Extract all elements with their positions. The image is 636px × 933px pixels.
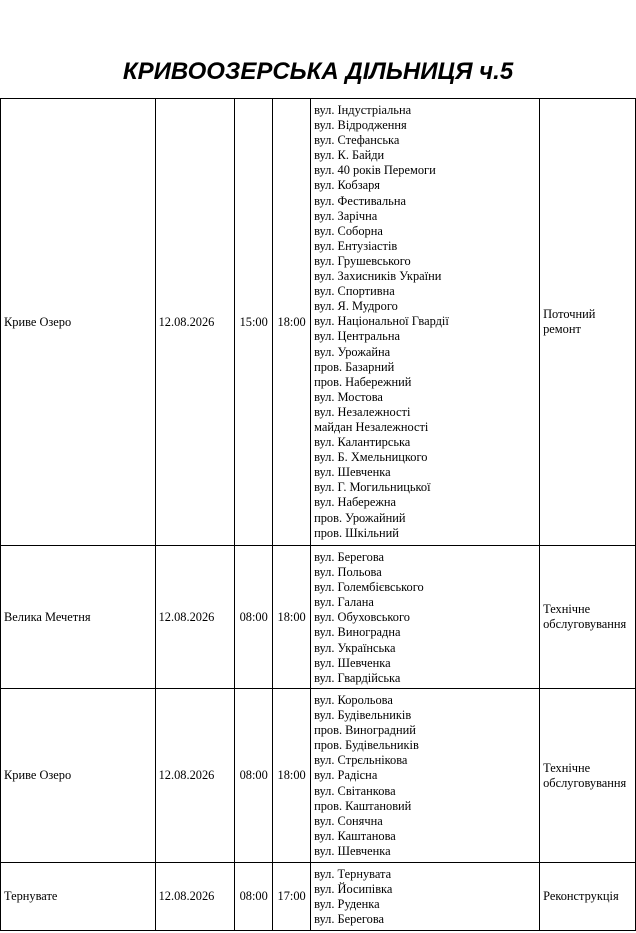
streets-cell [311, 863, 540, 931]
location-cell: Криве Озеро [1, 689, 156, 863]
time-to-cell: 18:00 [273, 546, 311, 689]
street-item: вул. Національної Гвардії [314, 314, 449, 329]
street-item: вул. Берегова [314, 550, 385, 564]
street-item: вул. Грушевського [314, 253, 411, 268]
street-item: вул. Світанкова [314, 783, 396, 798]
street-item: вул. Шевченка [314, 655, 391, 670]
street-item: пров. Виноградний [314, 723, 416, 738]
date-cell: 12.08.2026 [155, 99, 235, 546]
street-item: вул. Відродження [314, 118, 407, 133]
street-item: вул. Я. Мудрого [314, 299, 398, 314]
streets-cell [311, 546, 540, 689]
street-item: вул. Калантирська [314, 435, 411, 450]
street-item: вул. Зарічна [314, 208, 378, 223]
time-to-cell: 17:00 [273, 863, 311, 931]
page-title: КРИВООЗЕРСЬКА ДІЛЬНИЦЯ ч.5 [122, 58, 514, 85]
time-from-cell: 15:00 [235, 99, 273, 546]
street-item: вул. 40 років Перемоги [314, 163, 436, 178]
location-cell: Велика Мечетня [1, 546, 156, 689]
street-item: вул. Польова [314, 565, 382, 580]
table-row [1, 689, 636, 863]
street-item: вул. Кобзаря [314, 178, 380, 193]
street-item: вул. Центральна [314, 329, 400, 344]
street-item: вул. Сонячна [314, 813, 383, 828]
date-cell: 12.08.2026 [155, 863, 235, 931]
street-item: вул. Йосипівка [314, 882, 393, 897]
street-item: вул. Б. Хмельницкого [314, 450, 428, 465]
time-to-cell: 18:00 [273, 689, 311, 863]
street-item: вул. Стрєльнікова [314, 753, 408, 768]
streets-cell [311, 689, 540, 863]
date-cell: 12.08.2026 [155, 546, 235, 689]
street-item: вул. Обуховського [314, 610, 410, 625]
street-item: вул. К. Байди [314, 148, 385, 163]
street-item: вул. Шевченка [314, 843, 391, 858]
street-item: вул. Радісна [314, 768, 378, 783]
street-item: пров. Будівельників [314, 738, 419, 753]
work-type-cell: Реконструкція [540, 863, 636, 931]
street-item: вул. Будівельників [314, 708, 412, 723]
street-item: вул. Соборна [314, 223, 383, 238]
street-item: вул. Тернувата [314, 867, 392, 881]
time-to-cell: 18:00 [273, 99, 311, 546]
street-item: вул. Каштанова [314, 828, 396, 843]
street-item: пров. Урожайний [314, 510, 406, 525]
street-item: вул. Індустріальна [314, 103, 412, 117]
street-item: вул. Стефанська [314, 133, 400, 148]
date-cell: 12.08.2026 [155, 689, 235, 863]
street-item: вул. Фестивальна [314, 193, 406, 208]
street-item: вул. Г. Могильницької [314, 480, 431, 495]
table-row [1, 99, 636, 546]
location-cell: Криве Озеро [1, 99, 156, 546]
time-from-cell: 08:00 [235, 863, 273, 931]
street-item: вул. Голембієвського [314, 580, 424, 595]
work-type-cell: Поточний ремонт [540, 99, 636, 546]
street-item: вул. Українська [314, 640, 396, 655]
street-item: вул. Галана [314, 595, 374, 610]
street-item: пров. Набережний [314, 374, 412, 389]
work-type-cell: Технічне обслуговування [540, 689, 636, 863]
table-row [1, 863, 636, 931]
street-item: вул. Шевченка [314, 465, 391, 480]
street-item: вул. Гвардійська [314, 670, 401, 685]
street-item: вул. Руденка [314, 897, 380, 912]
street-item: вул. Корольова [314, 693, 393, 707]
street-item: вул. Урожайна [314, 344, 391, 359]
table-row [1, 546, 636, 689]
street-item: вул. Захисників України [314, 269, 442, 284]
time-from-cell: 08:00 [235, 546, 273, 689]
outage-schedule-table [0, 98, 636, 931]
street-item: пров. Шкільний [314, 525, 399, 540]
street-item: вул. Мостова [314, 389, 383, 404]
street-item: пров. Каштановий [314, 798, 412, 813]
work-type-cell: Технічне обслуговування [540, 546, 636, 689]
location-cell: Тернувате [1, 863, 156, 931]
street-item: вул. Ентузіастів [314, 238, 398, 253]
street-item: вул. Берегова [314, 912, 385, 927]
street-item: вул. Незалежності [314, 404, 411, 419]
street-item: вул. Набережна [314, 495, 397, 510]
street-item: вул. Виноградна [314, 625, 401, 640]
street-item: пров. Базарний [314, 359, 395, 374]
street-item: майдан Незалежності [314, 419, 429, 434]
street-item: вул. Спортивна [314, 284, 395, 299]
time-from-cell: 08:00 [235, 689, 273, 863]
streets-cell [311, 99, 540, 546]
